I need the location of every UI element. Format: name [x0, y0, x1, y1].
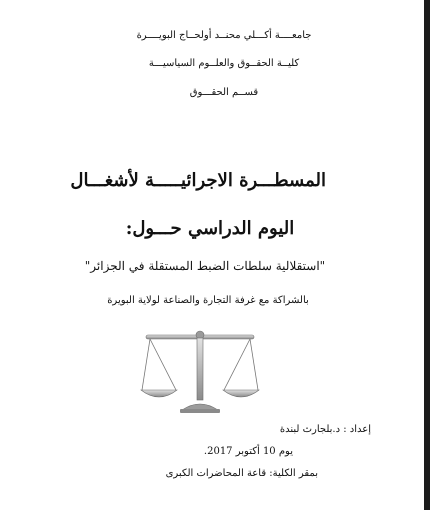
- document-subtitle: اليوم الدراسي حـــول:: [125, 218, 295, 239]
- page-edge-border: [424, 0, 430, 510]
- faculty-name: كليــة الحقــوق والعلــوم السياسيـــة: [148, 58, 300, 69]
- scales-of-justice-icon: [140, 326, 260, 414]
- department-name: قســم الحقـــوق: [189, 87, 259, 98]
- university-name: جامعــــة أكـــلي محنــد أولحــاج البويــــرة: [136, 30, 312, 41]
- document-title: المسطـــرة الاجرائيـــــة لأشغـــال: [70, 170, 326, 191]
- prepared-by-line: إعداد : د.بلجارث لبندة: [279, 424, 371, 435]
- event-date-line: يوم 10 أكتوبر 2017.: [203, 446, 293, 457]
- study-day-topic: "استقلالية سلطات الضبط المستقلة في الجزائر": [84, 259, 326, 273]
- partnership-line: بالشراكة مع غرفة التجارة والصناعة لولاية البويرة: [107, 295, 309, 306]
- event-venue-line: بمقر الكلية: قاعة المحاضرات الكبرى: [165, 468, 318, 479]
